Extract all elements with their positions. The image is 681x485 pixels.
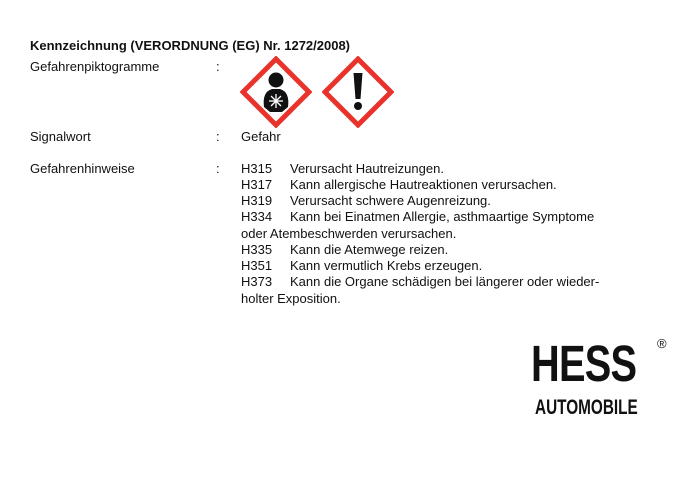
- hazard-statements-label: Gefahrenhinweise: [30, 161, 135, 176]
- logo-hess: HESS: [531, 335, 637, 392]
- hazard-statement: H335 Kann die Atemwege reizen.: [241, 242, 449, 257]
- colon: :: [216, 161, 220, 176]
- hazard-statement-continuation: oder Atembeschwerden verursachen.: [241, 226, 457, 241]
- hazard-statement: H315 Verursacht Hautreizungen.: [241, 161, 444, 176]
- colon: :: [216, 59, 220, 74]
- hazard-statement: H373 Kann die Organe schädigen bei längerer oder wieder-: [241, 274, 600, 289]
- signal-word-value: Gefahr: [241, 129, 281, 144]
- registered-mark: ®: [657, 336, 667, 351]
- section-title: Kennzeichnung (VERORDNUNG (EG) Nr. 1272/2008): [30, 38, 351, 53]
- hazard-statement: H334 Kann bei Einatmen Allergie, asthmaartige Symptome: [241, 209, 595, 224]
- pictograms-label: Gefahrenpiktogramme: [30, 59, 160, 74]
- signal-word-label: Signalwort: [30, 129, 91, 144]
- colon: :: [216, 129, 220, 144]
- logo-automobile: AUTOMOBILE: [535, 396, 638, 419]
- hazard-statement: H351 Kann vermutlich Krebs erzeugen.: [241, 258, 483, 273]
- hazard-statement-continuation: holter Exposition.: [241, 291, 341, 306]
- hazard-statement: H319 Verursacht schwere Augenreizung.: [241, 193, 491, 208]
- hazard-statement: H317 Kann allergische Hautreaktionen verursachen.: [241, 177, 557, 192]
- exclamation-mark-icon: [322, 56, 394, 128]
- health-hazard-icon: [240, 56, 312, 128]
